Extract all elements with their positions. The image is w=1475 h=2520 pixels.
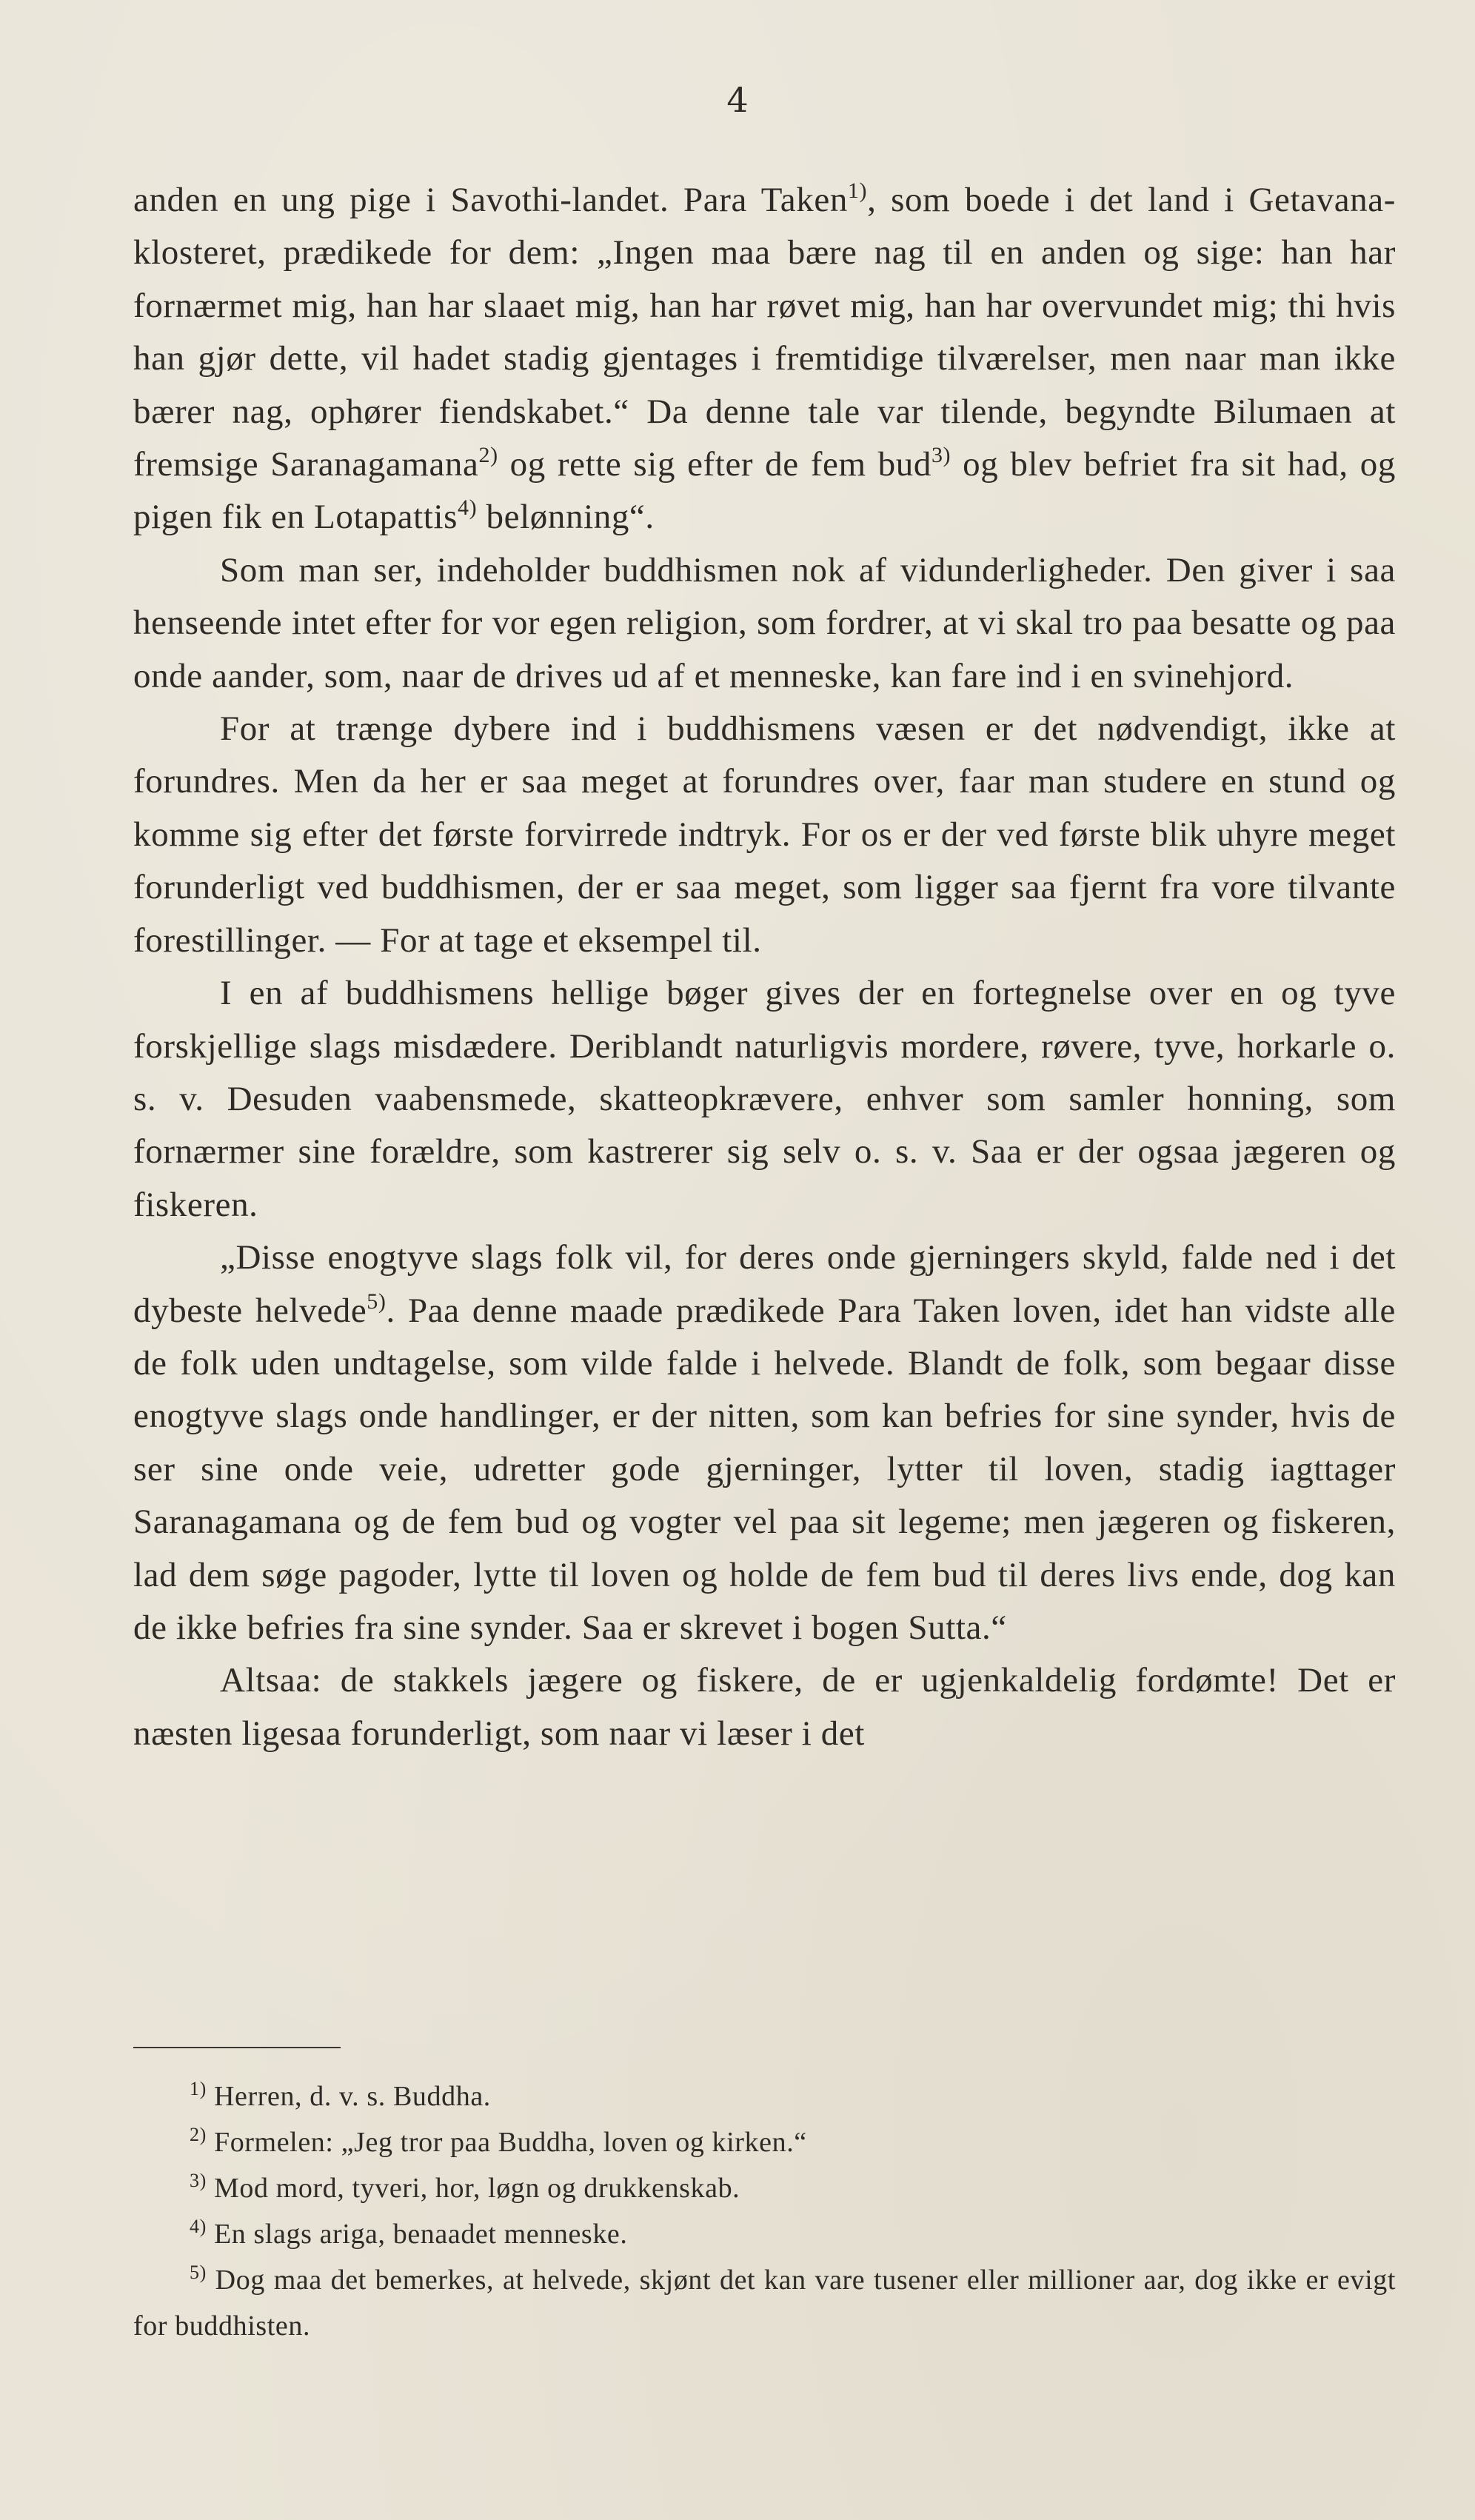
text-run: og rette sig efter de fem bud [498, 445, 932, 484]
footnote-mark: 2) [190, 2124, 207, 2145]
footnote-text: Mod mord, tyveri, hor, løgn og drukkenskab. [213, 2173, 740, 2204]
page-number: 4 [726, 80, 749, 120]
text-run: Altsaa: de stakkels jægere og fiskere, de er ugjenkaldelig fordømte! Det er næsten ligesaa forunderligt, som naar vi læser i det [133, 1661, 1396, 1753]
text-run: og blev befriet fra sit had, og pigen fik en Lotapattis [133, 445, 1396, 537]
text-run: , som boede i det land i Getavana-klosteret, prædikede for dem: „Ingen maa bære nag til en anden og sige: han har fornærmet mig, han har slaaet mig, han har røvet mig, han har overvundet mig; thi hvis han gjør dette, vil hadet stadig gjentages i fremtidige tilværelser, men naar man ikke bærer nag, ophører fiendskabet.“ Da denne tale var tilende, begyndte Bilumaen at fremsige Saranagamana [133, 181, 1396, 484]
footnote-reference: 3) [931, 443, 951, 468]
footnote-text: Dog maa det bemerkes, at helvede, skjønt det kan vare tusener eller millioner aar, dog ikke er evigt for buddhisten. [133, 2265, 1396, 2342]
footnote [133, 2073, 1396, 2119]
footnote [133, 2119, 1396, 2165]
paragraph [133, 1654, 1396, 1760]
footnote-text: En slags ariga, benaadet menneske. [213, 2219, 628, 2250]
text-run: belønning“. [477, 498, 655, 537]
text-run: „Disse enogtyve slags folk vil, for deres onde gjerningers skyld, falde ned i det dybeste helvede [133, 1238, 1396, 1330]
text-run: . Paa denne maade prædikede Para Taken loven, idet han vidste alle de folk uden undtagelse, som vilde falde i helvede. Blandt de folk, som begaar disse enogtyve slags onde handlinger, er der nitten, som kan befries for sine synder, hvis de ser sine onde veie, udretter gode gjerninger, lytter til loven, stadig iagttager Saranagamana og de fem bud og vogter vel paa sit legeme; men jægeren og fiskeren, lad dem søge pagoder, lytte til loven og holde de fem bud til deres livs ende, dog kan de ikke befries fra sine synder. Saa er skrevet i bogen Sutta.“ [133, 1291, 1396, 1647]
footnote-rule [133, 2047, 341, 2048]
footnote-reference: 1) [847, 178, 868, 203]
footnote-reference: 2) [478, 443, 498, 468]
paragraph [133, 174, 1396, 544]
paragraph [133, 1231, 1396, 1654]
body-text [133, 174, 1396, 1760]
footnote [133, 2211, 1396, 2257]
text-run: For at trænge dybere ind i buddhismens væsen er det nødvendigt, ikke at forundres. Men da her er saa meget at forundres over, faar man studere en stund og komme sig efter det første forvirrede indtryk. For os er der ved første blik uhyre meget forunderligt ved buddhismen, der er saa meget, som ligger saa fjernt fra vore tilvante forestillinger. — For at tage et eksempel til. [133, 709, 1396, 960]
footnote-mark: 1) [190, 2078, 207, 2099]
text-run: Som man ser, indeholder buddhismen nok af vidunderligheder. Den giver i saa henseende intet efter for vor egen religion, som fordrer, at vi skal tro paa besatte og paa onde aander, som, naar de drives ud af et menneske, kan fare ind i en svinehjord. [133, 550, 1396, 695]
paragraph [133, 967, 1396, 1231]
footnotes [133, 2073, 1396, 2349]
footnote-mark: 3) [190, 2170, 207, 2191]
footnote-mark: 5) [190, 2262, 207, 2283]
footnote-reference: 5) [367, 1289, 387, 1314]
paragraph [133, 703, 1396, 967]
text-run: I en af buddhismens hellige bøger gives der en fortegnelse over en og tyve forskjellige slags misdædere. Deriblandt naturligvis mordere, røvere, tyve, horkarle o. s. v. Desuden vaabensmede, skatteopkrævere, enhver som samler honning, som fornærmer sine forældre, som kastrerer sig selv o. s. v. Saa er der ogsaa jægeren og fiskeren. [133, 974, 1396, 1224]
footnote [133, 2165, 1396, 2211]
footnote-text: Formelen: „Jeg tror paa Buddha, loven og kirken.“ [213, 2127, 807, 2158]
text-run: anden en ung pige i Savothi-landet. Para Taken [133, 181, 848, 219]
footnote-text: Herren, d. v. s. Buddha. [213, 2081, 491, 2112]
paragraph [133, 544, 1396, 703]
footnote [133, 2257, 1396, 2349]
footnote-reference: 4) [458, 495, 478, 521]
footnote-mark: 4) [190, 2216, 207, 2237]
